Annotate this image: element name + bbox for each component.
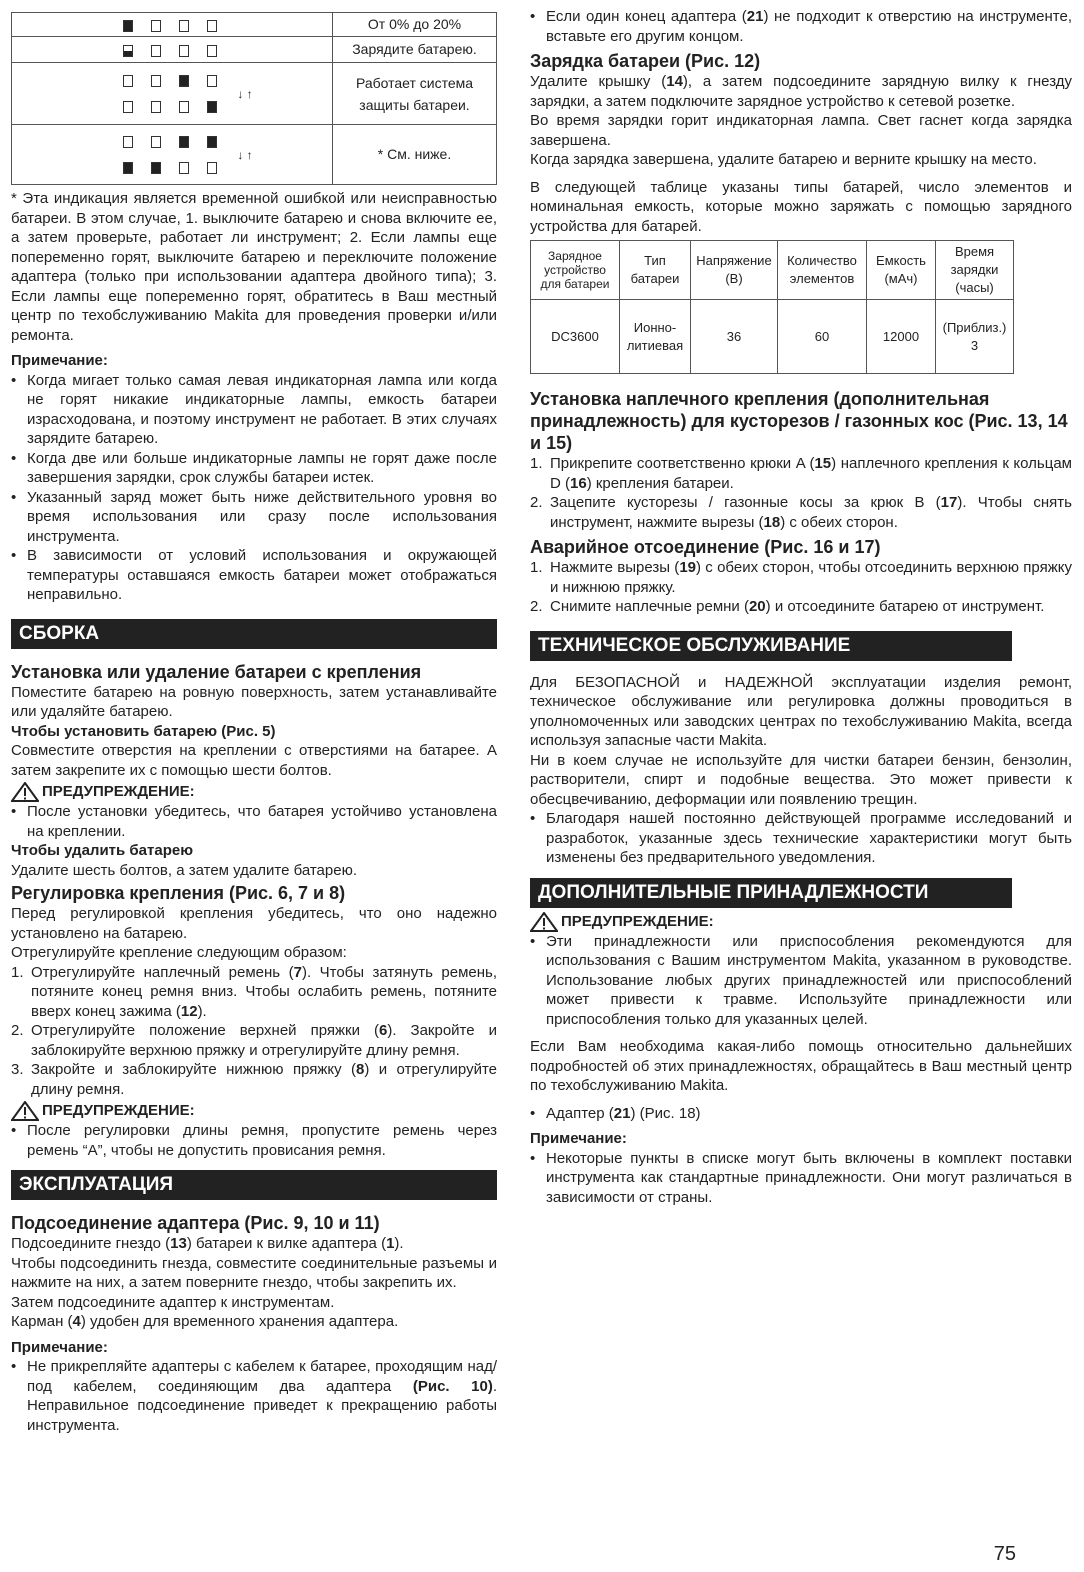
list-item: 1. Прикрепите соответственно крюки A (15) наплечного крепления к кольцам D (16) крепления батареи.	[530, 455, 1072, 492]
note-list	[530, 1149, 1072, 1208]
indicator-lamps	[12, 37, 333, 63]
list-item: • Если один конец адаптера (21) не подходит к отверстию на инструменте, вставьте его другим концом.	[530, 7, 1072, 46]
list-item: 3. Закройте и заблокируйте нижнюю пряжку (8) и отрегулируйте длину ремня.	[11, 1061, 497, 1098]
warning-label: ПРЕДУПРЕЖДЕНИЕ:	[42, 783, 195, 801]
lamp-icon	[123, 136, 133, 148]
list-item: • Когда мигает только самая левая индикаторная лампа или когда не горят никакие индикаторные лампы, емкость батареи израсходована, и поэтому инструмент не работает. В этих случаях зарядите батарею.	[11, 371, 497, 449]
table-header: Зарядное устройство для батареи	[531, 241, 620, 300]
list-item: • Не прикрепляйте адаптеры с кабелем к батарее, проходящим над/под кабелем, соединяющим два адаптера (Рис. 10). Неправильное подсоединение приведет к прекращению работы инструмента.	[11, 1357, 497, 1435]
connect-title: Подсоединение адаптера (Рис. 9, 10 и 11)	[11, 1213, 380, 1233]
list-item: • Некоторые пункты в списке могут быть включены в комплект поставки инструмента как стандартные принадлежности. Они могут различаться в зависимости от страны.	[530, 1149, 1072, 1208]
to-install-title: Чтобы установить батарею (Рис. 5)	[11, 722, 276, 740]
to-install-text: Совместите отверстия на креплении с отверстиями на батарее. А затем закрепите их с помощью шести болтов.	[11, 742, 497, 779]
section-header-assembly: СБОРКА	[11, 619, 497, 649]
list-item: 2. Снимите наплечные ремни (20) и отсоедините батарею от инструмент.	[530, 598, 1045, 615]
list-item: • Эти принадлежности или приспособления рекомендуются для использования с Вашим инструментом Makita, указанном в руководстве. Использование любых других принадлежностей или приспособлений может привести к травме. Используйте принадлежности или приспособления только для указанных целей.	[530, 932, 1072, 1030]
maintenance-text: Для БЕЗОПАСНОЙ и НАДЕЖНОЙ эксплуатации изделия ремонт, техническое обслуживание или регулировка должны проводиться в уполномоченных или заводских центрах по техобслуживанию Makita, всегда используя запасные части Makita.	[530, 673, 1072, 749]
warning-triangle-icon	[11, 1101, 39, 1121]
table-cell: DC3600	[531, 300, 620, 374]
warning-label: ПРЕДУПРЕЖДЕНИЕ:	[42, 1102, 195, 1120]
table-cell: (Приблиз.) 3	[936, 300, 1014, 374]
table-cell: 60	[778, 300, 867, 374]
charge-text: Во время зарядки горит индикаторная лампа. Свет гаснет когда зарядка завершена.	[530, 112, 1072, 149]
accessories-list	[530, 1104, 1072, 1124]
table-header: Время зарядки (часы)	[936, 241, 1014, 300]
lamp-icon	[207, 75, 217, 87]
connect-text: Затем подсоедините адаптер к инструментам.	[11, 1293, 335, 1311]
lamp-icon	[179, 75, 189, 87]
charge-text: В следующей таблице указаны типы батарей, число элементов и номинальная емкость, которые можно заряжать с помощью зарядного устройства для батарей.	[530, 178, 1072, 235]
list-item: • Благодаря нашей постоянно действующей программе исследований и разработок, указанные здесь технические характеристики могут быть изменены без предварительного уведомления.	[530, 809, 1072, 868]
indicator-label: Зарядите батарею.	[333, 37, 497, 63]
shoulder-steps	[530, 454, 1072, 532]
asterisk-note: * Эта индикация является временной ошибкой или неисправностью батареи. В этом случае, 1. выключите батарею и снова включите ее, а затем проверьте, работает ли инструмент; 2. Если лампы еще попеременно горят, выключите батарею и переключите положение адаптера (только при использовании адаптера двойного типа); 3. Если лампы еще попеременно горят, обратитесь в Ваш местный центр по техобслуживанию Makita для проведения проверки и/или ремонта.	[11, 190, 497, 344]
indicator-lamps	[12, 13, 333, 37]
warning-heading	[11, 1101, 497, 1121]
lamp-icon	[179, 136, 189, 148]
lamp-icon	[123, 162, 133, 174]
lamp-icon	[151, 101, 161, 113]
table-cell: 12000	[867, 300, 936, 374]
charge-text: Удалите крышку (14), а затем подсоедините зарядную вилку к гнезду зарядки, а затем подключите зарядное устройство к сетевой розетке.	[530, 73, 1072, 110]
lamp-icon	[151, 136, 161, 148]
warning-list	[11, 802, 497, 841]
list-item: 2. Отрегулируйте положение верхней пряжки (6). Закройте и заблокируйте верхнюю пряжку и отрегулируйте длину ремня.	[11, 1022, 497, 1059]
alternating-arrows-icon: ↓ ↑	[237, 147, 253, 162]
connect-text: Подсоедините гнездо (13) батареи к вилке адаптера (1).	[11, 1235, 404, 1252]
charge-title: Зарядка батареи (Рис. 12)	[530, 51, 761, 71]
warning-triangle-icon	[11, 782, 39, 802]
lamp-icon	[179, 45, 189, 57]
left-column	[11, 12, 497, 1435]
section-header-accessories: ДОПОЛНИТЕЛЬНЫЕ ПРИНАДЛЕЖНОСТИ	[530, 878, 1012, 908]
connect-text: Карман (4) удобен для временного хранения адаптера.	[11, 1313, 399, 1330]
lamp-icon	[151, 20, 161, 32]
warning-heading	[11, 782, 497, 802]
adjust-title: Регулировка крепления (Рис. 6, 7 и 8)	[11, 883, 346, 903]
lamp-icon	[151, 162, 161, 174]
to-remove-title: Чтобы удалить батарею	[11, 842, 194, 859]
page-number: 75	[993, 1542, 1016, 1565]
lamp-icon	[207, 162, 217, 174]
lamp-icon	[123, 101, 133, 113]
warning-list	[11, 1121, 497, 1160]
table-cell: 36	[691, 300, 778, 374]
adjust-text: Перед регулировкой крепления убедитесь, что оно надежно установлено на батарею.	[11, 905, 497, 942]
connect-text: Чтобы подсоединить гнезда, совместите соединительные разъемы и нажмите на них, а затем поверните гнездо, чтобы закрепить их.	[11, 1254, 497, 1291]
section-header-maintenance: ТЕХНИЧЕСКОЕ ОБСЛУЖИВАНИЕ	[530, 631, 1012, 661]
battery-spec-table	[530, 240, 1014, 374]
indicator-label: * См. ниже.	[333, 125, 497, 185]
lamp-icon	[207, 101, 217, 113]
right-column	[530, 7, 1072, 1207]
lamp-icon	[207, 20, 217, 32]
list-item: • После регулировки длины ремня, пропустите ремень через ремень “А”, чтобы не допустить провисания ремня.	[11, 1121, 497, 1160]
warning-list	[530, 932, 1072, 1030]
indicator-label: От 0% до 20%	[333, 13, 497, 37]
note-title: Примечание:	[530, 1130, 627, 1147]
install-text: Поместите батарею на ровную поверхность, затем устанавливайте или удаляйте батарею.	[11, 683, 497, 720]
lamp-icon	[151, 45, 161, 57]
charge-text: Когда зарядка завершена, удалите батарею и верните крышку на место.	[530, 151, 1037, 168]
emergency-steps	[530, 558, 1072, 617]
adjust-steps	[11, 963, 497, 1100]
table-cell: Ионно-литиевая	[620, 300, 691, 374]
blinking-lamp-icon	[123, 45, 133, 57]
note-list	[11, 371, 497, 605]
list-item: 1. Отрегулируйте наплечный ремень (7). Чтобы затянуть ремень, потяните конец ремня вниз. Чтобы ослабить ремень, потяните вверх конец зажима (12).	[11, 963, 497, 1020]
note-title: Примечание:	[11, 352, 108, 369]
lamp-icon	[123, 75, 133, 87]
list-item: • После установки убедитесь, что батарея устойчиво установлена на креплении.	[11, 802, 497, 841]
table-header: Тип батареи	[620, 241, 691, 300]
table-header: Количество элементов	[778, 241, 867, 300]
section-header-operation: ЭКСПЛУАТАЦИЯ	[11, 1170, 497, 1200]
lamp-icon	[151, 75, 161, 87]
warning-heading	[530, 912, 1072, 932]
note-list	[11, 1357, 497, 1435]
indicator-lamps	[12, 125, 333, 185]
adjust-text: Отрегулируйте крепление следующим образом:	[11, 944, 347, 961]
emergency-title: Аварийное отсоединение (Рис. 16 и 17)	[530, 537, 881, 557]
to-remove-text: Удалите шесть болтов, а затем удалите батарею.	[11, 861, 357, 879]
shoulder-title: Установка наплечного крепления (дополнительная принадлежность) для кусторезов / газонных кос (Рис. 13, 14 и 15)	[530, 389, 1068, 453]
table-header: Емкость (мАч)	[867, 241, 936, 300]
list-item: • В зависимости от условий использования и окружающей температуры оставшаяся емкость батареи может отображаться неправильно.	[11, 546, 497, 605]
lamp-icon	[207, 45, 217, 57]
lamp-icon	[179, 101, 189, 113]
list-item: 1. Нажмите вырезы (19) с обеих сторон, чтобы отсоединить верхнюю пряжку и нижнюю пряжку.	[530, 559, 1072, 596]
maintenance-list	[530, 809, 1072, 868]
table-header: Напряжение (В)	[691, 241, 778, 300]
indicator-label: Работает система защиты батареи.	[333, 63, 497, 125]
install-title: Установка или удаление батареи с крепления	[11, 661, 422, 682]
lamp-icon	[207, 136, 217, 148]
indicator-lamps	[12, 63, 333, 125]
indicator-table	[11, 12, 497, 185]
maintenance-text: Ни в коем случае не используйте для чистки батареи бензин, бензолин, растворители, спирт и подобные вещества. Это может привести к обесцвечиванию, деформации или появлению трещин.	[530, 751, 1072, 808]
note-title: Примечание:	[11, 1338, 108, 1356]
warning-triangle-icon	[530, 912, 558, 932]
list-item: • Когда две или больше индикаторные лампы не горят даже после завершения зарядки, срок службы батареи истек.	[11, 449, 497, 488]
lamp-icon	[123, 20, 133, 32]
list-item: • Адаптер (21) (Рис. 18)	[530, 1104, 1072, 1124]
lamp-icon	[179, 162, 189, 174]
accessories-text: Если Вам необходима какая-либо помощь относительно дальнейших подробностей об этих принадлежностях, обращайтесь в Ваш местный центр по техобслуживанию Makita.	[530, 1038, 1072, 1094]
lamp-icon	[179, 20, 189, 32]
warning-label: ПРЕДУПРЕЖДЕНИЕ:	[561, 912, 714, 930]
list-item: • Указанный заряд может быть ниже действительного уровня во время использования или сразу после использования инструмента.	[11, 488, 497, 547]
alternating-arrows-icon: ↓ ↑	[237, 86, 253, 101]
list-item: 2. Зацепите кусторезы / газонные косы за крюк B (17). Чтобы снять инструмент, нажмите вырезы (18) с обеих сторон.	[530, 494, 1072, 531]
top-bullet-list	[530, 7, 1072, 46]
